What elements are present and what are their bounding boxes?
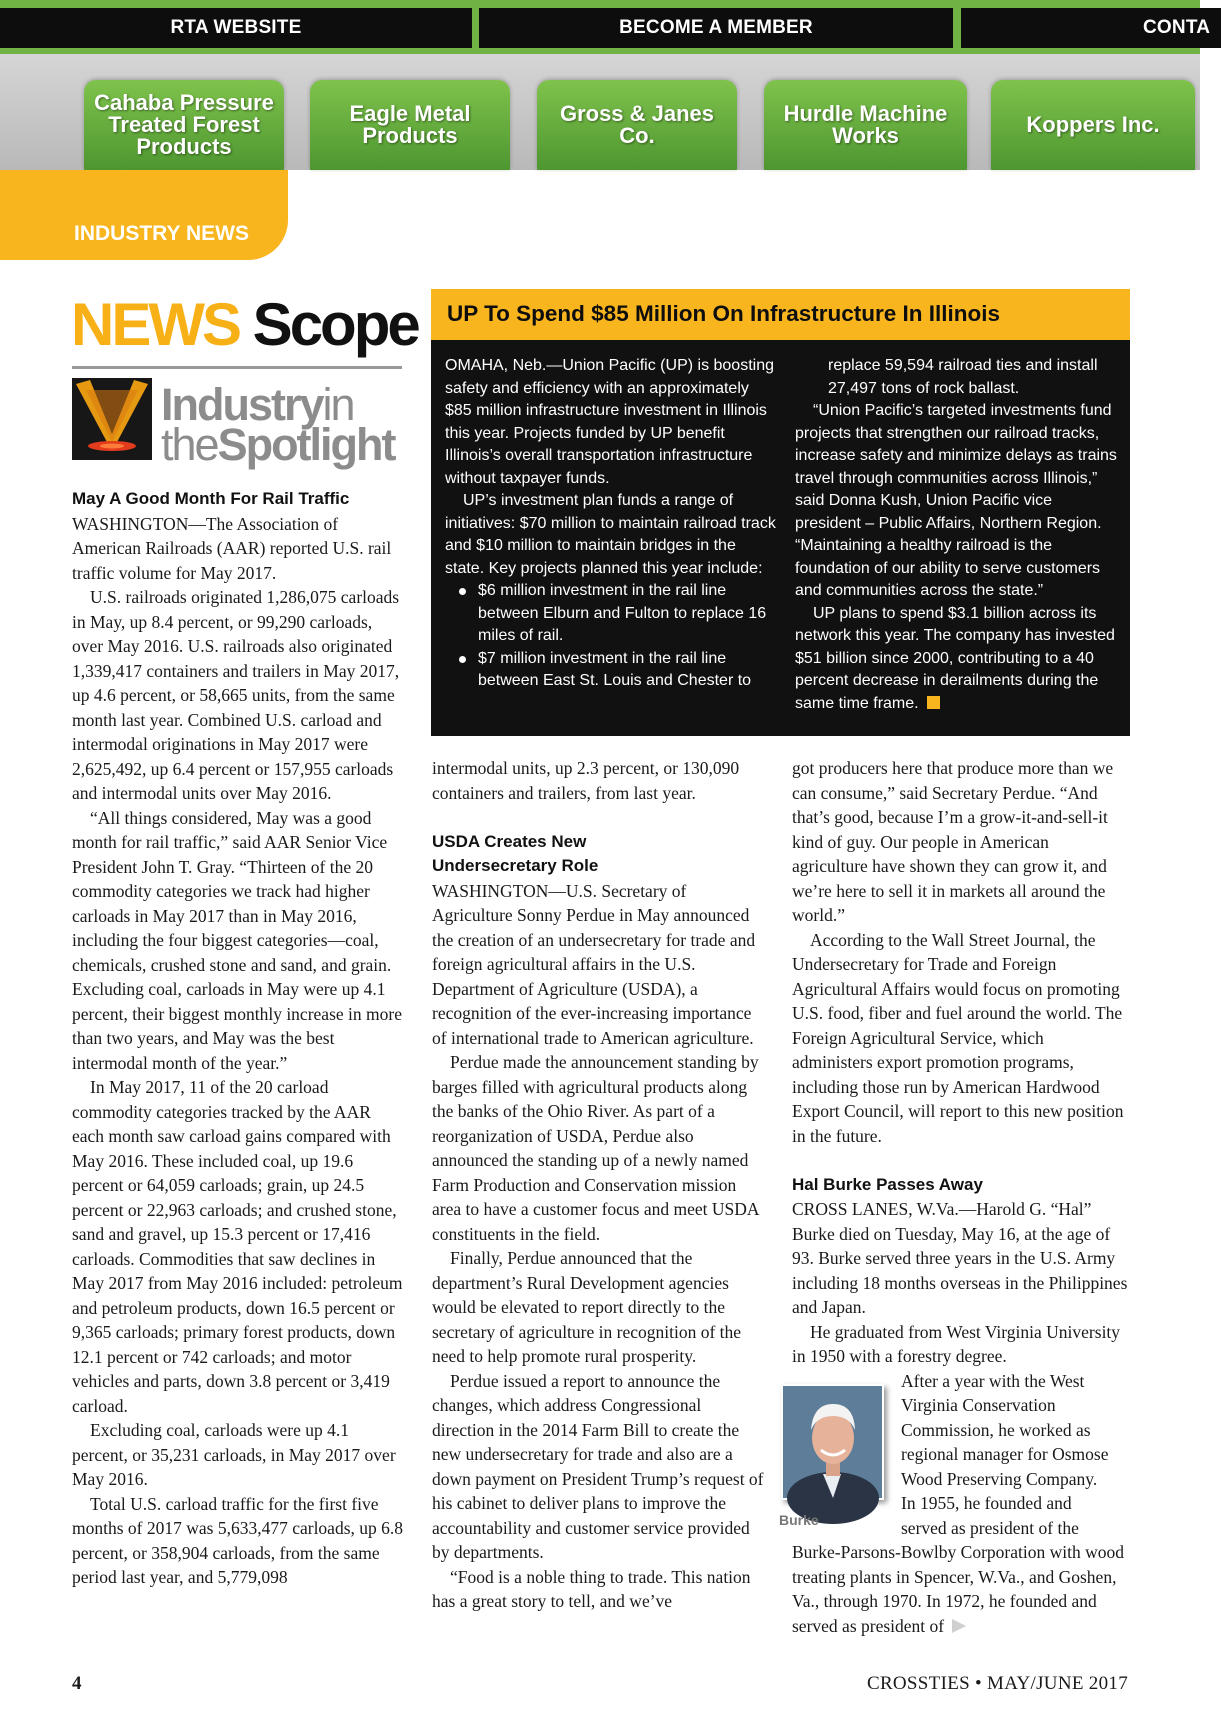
wrap-line: served as president of the bbox=[901, 1517, 1079, 1538]
top-nav-bar bbox=[0, 0, 1211, 54]
article1-paragraph: “All things considered, May was a good month for rail traffic,” said AAR Senior Vice President John T. Gray. “Thirteen of the 20 commodity categories we track had higher carloads in May 2017 than in May 2016, including the four biggest categories—coal, chemicals, crushed stone and sand, and grain. Excluding coal, carloads in May were up 4.1 percent, their biggest monthly increase in more than two years, and May was the best intermodal month of the year.” bbox=[72, 807, 402, 1073]
headline-usda-line2: Undersecretary Role bbox=[432, 856, 599, 875]
newscope-logo bbox=[71, 290, 418, 360]
nav-rta-website[interactable]: RTA WEBSITE bbox=[0, 8, 472, 48]
article1-paragraph: Total U.S. carload traffic for the first five months of 2017 was 5,633,477 carloads, up 6.8 percent, or 358,904 carloads, from the same period last year, and 5,779,098 bbox=[72, 1493, 404, 1587]
wrap-line: After a year with the West bbox=[901, 1370, 1085, 1391]
sidebar-bullet: $7 million investment in the rail line between East St. Louis and Chester to bbox=[445, 648, 777, 693]
sponsor-bar bbox=[0, 54, 1200, 170]
nav-become-a-member[interactable]: BECOME A MEMBER bbox=[479, 8, 953, 48]
middle-column bbox=[432, 756, 766, 1614]
nav-contact[interactable]: CONTA bbox=[961, 8, 1221, 48]
sponsor-tab-koppers[interactable]: Koppers Inc. bbox=[991, 80, 1195, 170]
sidebar-column-1 bbox=[445, 355, 777, 693]
sidebar-bullet: $6 million investment in the rail line between Elburn and Fulton to replace 16 miles of rail. bbox=[445, 580, 777, 648]
article2-paragraph: Finally, Perdue announced that the department’s Rural Development agencies would be elevated to report directly to the secretary of agriculture in recognition of the need to help promote rural prosperity. bbox=[432, 1248, 742, 1366]
spotlight-industry: Industry bbox=[161, 379, 323, 430]
photo-caption: Burke bbox=[779, 1512, 819, 1528]
folio: CROSSTIES • MAY/JUNE 2017 bbox=[866, 1673, 1128, 1694]
wrap-line: Virginia Conservation bbox=[901, 1395, 1056, 1415]
sponsor-tab-gross-janes[interactable]: Gross & Janes Co. bbox=[537, 80, 737, 170]
spotlight-the: the bbox=[161, 419, 218, 470]
headline-usda-line1: USDA Creates New bbox=[432, 831, 587, 851]
sidebar-bullet-continuation: replace 59,594 railroad ties and install 27,497 tons of rock ballast. bbox=[828, 357, 1098, 397]
burke-photo bbox=[781, 1384, 884, 1500]
sidebar-paragraph: “Union Pacific’s targeted investments fund projects that strengthen our railroad tracks, increase safety and minimize delays as trains travel through communities across Illinois,” said Donna Kush, Union Pacific vice president – Public Affairs, Northern Region. “Maintaining a healthy railroad is the foundation of our ability to serve customers and communities across the state.” bbox=[795, 402, 1117, 599]
article1-paragraph: In May 2017, 11 of the 20 carload commodity categories tracked by the AAR each month saw carload gains compared with May 2016. These included coal, up 19.6 percent or 64,059 carloads; grain, up 24.5 percent or 22,963 carloads; and crushed stone, sand and gravel, up 15.3 percent or 17,416 carloads. Commodities that saw declines in May 2017 from May 2016 included: petroleum and petroleum products, down 16.5 percent or 9,365 carloads; primary forest products, down 12.1 percent or 742 carloads; and motor vehicles and parts, down 3.8 percent or 3,419 carload. bbox=[72, 1077, 403, 1416]
headline-rail-traffic: May A Good Month For Rail Traffic bbox=[72, 489, 350, 508]
article-rail-traffic bbox=[72, 487, 404, 1590]
article3-after-wrap: Burke-Parsons-Bowlby Corporation with wood treating plants in Spencer, W.Va., and Goshen, Va., through 1970. In 1972, he founded and served as president of bbox=[792, 1542, 1124, 1636]
wrap-line: In 1955, he founded and bbox=[901, 1493, 1072, 1513]
page-number: 4 bbox=[72, 1673, 82, 1694]
section-label: INDUSTRY NEWS bbox=[74, 222, 250, 245]
sponsor-tab-eagle-metal[interactable]: Eagle Metal Products bbox=[310, 80, 510, 170]
article1-paragraph: Excluding coal, carloads were up 4.1 percent, or 35,231 carloads, in May 2017 over May 2016. bbox=[72, 1420, 396, 1489]
article1-continuation: intermodal units, up 2.3 percent, or 130,090 containers and trailers, from last year. bbox=[432, 758, 740, 803]
logo-news: NEWS bbox=[71, 291, 239, 358]
spotlight-in: in bbox=[322, 379, 354, 430]
article2-paragraph: Perdue made the announcement standing by barges filled with agricultural products along the banks of the Ohio River. As part of a reorganization of USDA, Perdue also announced the standing up of a newly named Farm Production and Conservation mission area to have a customer focus and meet USDA constituents in the field. bbox=[432, 1052, 759, 1244]
sponsor-tab-cahaba[interactable]: Cahaba Pressure Treated Forest Products bbox=[84, 80, 284, 170]
headline-hal-burke: Hal Burke Passes Away bbox=[792, 1174, 983, 1194]
wrap-line: Commission, he worked as bbox=[901, 1419, 1091, 1440]
article2-continuation: got producers here that produce more than we can consume,” said Secretary Perdue. “And that’s good, because I’m a grow-it-and-sell-it kind of guy. Our people in American agriculture have shown they can grow it, and we’re here to sell it in markets all around the world.” bbox=[792, 758, 1114, 925]
section-tab bbox=[0, 170, 288, 260]
end-mark-icon bbox=[927, 696, 940, 709]
spotlight-word: Spotlight bbox=[217, 419, 395, 470]
industry-spotlight-logo bbox=[161, 379, 411, 470]
sidebar-up-infrastructure bbox=[431, 289, 1130, 736]
article3-paragraph: He graduated from West Virginia University in 1950 with a forestry degree. bbox=[792, 1321, 1121, 1366]
masthead-rule bbox=[72, 366, 402, 369]
sidebar-closing-text: UP plans to spend $3.1 billion across its network this year. The company has invested $51 billion since 2000, contributing to a 40 percent decrease in derailments during the same time frame. bbox=[795, 604, 1115, 712]
article3-paragraph bbox=[792, 1540, 1128, 1638]
article2-paragraph: “Food is a noble thing to trade. This nation has a great story to tell, and we’ve bbox=[432, 1566, 751, 1611]
spotlight-icon bbox=[72, 378, 152, 460]
spacer bbox=[432, 805, 766, 830]
article2-lead: WASHINGTON—U.S. Secretary of Agriculture Sonny Perdue in May announced the creation of an undersecretary for trade and foreign agricultural affairs in the U.S. Department of Agriculture (USDA), a recognition of the ever-increasing importance of international trade to American agriculture. bbox=[432, 880, 756, 1048]
sidebar-paragraph: UP’s investment plan funds a range of initiatives: $70 million to maintain railroad track and $10 million to maintain bridges in the state. Key projects planned this year include: bbox=[445, 492, 776, 577]
sidebar-column-2 bbox=[795, 355, 1121, 715]
article1-paragraph: U.S. railroads originated 1,286,075 carloads in May, up 8.4 percent, or 99,290 carloads, over May 2016. U.S. railroads also originated 1,339,417 containers and trailers in May 2017, up 4.6 percent, or 58,665 units, from the same month last year. Combined U.S. carload and intermodal originations in May 2017 were 2,625,492, up 6.4 percent or 157,955 carloads and intermodal units over May 2016. bbox=[72, 587, 400, 803]
sidebar-paragraph bbox=[795, 603, 1121, 716]
wrap-line: regional manager for Osmose bbox=[901, 1444, 1109, 1464]
article1-lead: WASHINGTON—The Association of American Railroads (AAR) reported U.S. rail traffic volume for May 2017. bbox=[72, 513, 392, 583]
article2-paragraph: Perdue issued a report to announce the changes, which address Congressional direction in the 2014 Farm Bill to create the new undersecretary for trade and also are a down payment on President Trump’s request of his cabinet to deliver plans to improve the accountability and customer service provided by departments. bbox=[432, 1370, 764, 1562]
sidebar-header bbox=[431, 289, 1130, 340]
logo-scope: Scope bbox=[252, 291, 418, 358]
wrap-line: Wood Preserving Company. bbox=[901, 1468, 1098, 1489]
sidebar-paragraph: OMAHA, Neb.—Union Pacific (UP) is boosting safety and efficiency with an approximately $85 million infrastructure investment in Illinois this year. Projects funded by UP benefit Illinois’s overall transportation infrastructure without taxpayer funds. bbox=[445, 357, 774, 487]
spacer bbox=[792, 1148, 1128, 1173]
continue-arrow-icon bbox=[952, 1619, 966, 1633]
article2-paragraph: According to the Wall Street Journal, the Undersecretary for Trade and Foreign Agricultural Affairs would focus on promoting U.S. food, fiber and fuel around the world. The Foreign Agricultural Service, which administers export promotion programs, including those run by American Hardwood Export Council, will report to this new position in the future. bbox=[792, 929, 1124, 1146]
sidebar-title: UP To Spend $85 Million On Infrastructure In Illinois bbox=[447, 301, 1000, 326]
sponsor-tab-hurdle[interactable]: Hurdle Machine Works bbox=[764, 80, 967, 170]
article3-lead: CROSS LANES, W.Va.—Harold G. “Hal” Burke died on Tuesday, May 16, at the age of 93. Burke served three years in the U.S. Army including 18 months overseas in the Philippines and Japan. bbox=[792, 1199, 1128, 1317]
